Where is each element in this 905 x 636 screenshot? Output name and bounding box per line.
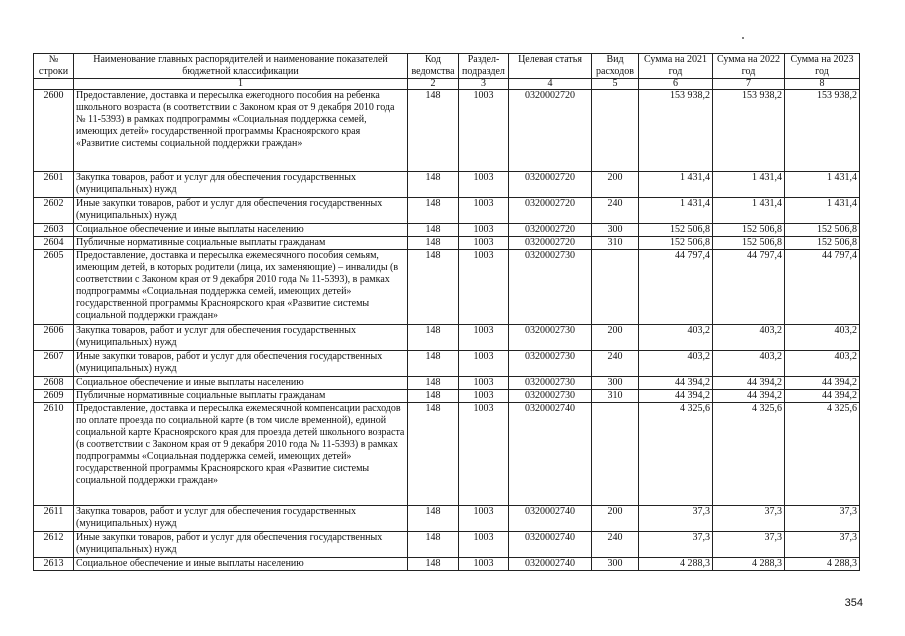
expense-type-cell: 240 [592,351,639,377]
expense-type-cell: 200 [592,506,639,532]
sum-2023-cell: 1 431,4 [785,172,860,198]
sum-2021-cell: 403,2 [639,325,713,351]
sum-2023-cell: 44 394,2 [785,390,860,403]
row-number-cell: 2611 [34,506,74,532]
ministry-code-cell: 148 [408,250,459,325]
section-cell: 1003 [459,90,509,172]
sum-2023-cell: 1 431,4 [785,198,860,224]
col-row-number: № строки [34,54,74,79]
sum-2022-cell: 4 288,3 [713,558,785,571]
ministry-code-cell: 148 [408,198,459,224]
column-number: 8 [785,79,860,90]
ministry-code-cell: 148 [408,325,459,351]
section-cell: 1003 [459,224,509,237]
sum-2022-cell: 153 938,2 [713,90,785,172]
ministry-code-cell: 148 [408,532,459,558]
table-row [34,172,860,198]
sum-2023-cell: 403,2 [785,351,860,377]
ministry-code-cell: 148 [408,390,459,403]
target-article-cell: 0320002720 [509,198,592,224]
row-number-cell: 2606 [34,325,74,351]
sum-2021-cell: 4 325,6 [639,403,713,506]
row-number-cell: 2601 [34,172,74,198]
row-name-cell: Иные закупки товаров, работ и услуг для обеспечения государственных (муниципальных) нужд [74,351,408,377]
row-name-cell: Иные закупки товаров, работ и услуг для обеспечения государственных (муниципальных) нужд [74,198,408,224]
column-number: 5 [592,79,639,90]
section-cell: 1003 [459,198,509,224]
ministry-code-cell: 148 [408,506,459,532]
sum-2023-cell: 153 938,2 [785,90,860,172]
row-name-cell: Публичные нормативные социальные выплаты гражданам [74,237,408,250]
sum-2022-cell: 1 431,4 [713,198,785,224]
target-article-cell: 0320002730 [509,351,592,377]
row-name-cell: Закупка товаров, работ и услуг для обеспечения государственных (муниципальных) нужд [74,506,408,532]
col-sum-2021: Сумма на 2021 год [639,54,713,79]
expense-type-cell [592,250,639,325]
target-article-cell: 0320002740 [509,532,592,558]
sum-2021-cell: 1 431,4 [639,172,713,198]
table-row [34,403,860,506]
target-article-cell: 0320002720 [509,224,592,237]
sum-2022-cell: 44 394,2 [713,377,785,390]
sum-2021-cell: 4 288,3 [639,558,713,571]
target-article-cell: 0320002730 [509,390,592,403]
col-name: Наименование главных распорядителей и наименование показателей бюджетной классификации [74,54,408,79]
sum-2022-cell: 1 431,4 [713,172,785,198]
row-number-cell: 2608 [34,377,74,390]
sum-2021-cell: 37,3 [639,506,713,532]
row-number-cell: 2605 [34,250,74,325]
row-name-cell: Закупка товаров, работ и услуг для обеспечения государственных (муниципальных) нужд [74,325,408,351]
table-row [34,532,860,558]
row-name-cell: Социальное обеспечение и иные выплаты населению [74,224,408,237]
row-name-cell: Предоставление, доставка и пересылка ежемесячной компенсации расходов по оплате проезда по социальной карте (в том числе временной), единой социальной карте Красноярского края для проезда детей школьного возраста (в соответствии с Законом края от 9 декабря 2010 года № 11-5393) в рамках подпрограммы «Социальная поддержка семей, имеющих детей» государственной программы Красноярского края «Развитие системы социальной поддержки граждан» [74,403,408,506]
table-row [34,224,860,237]
page-number: 354 [844,597,863,609]
scan-speck [742,37,744,39]
table-row [34,390,860,403]
table-row [34,506,860,532]
sum-2022-cell: 44 394,2 [713,390,785,403]
section-cell: 1003 [459,377,509,390]
expense-type-cell: 240 [592,532,639,558]
target-article-cell: 0320002740 [509,403,592,506]
expense-type-cell: 300 [592,377,639,390]
row-number-cell: 2613 [34,558,74,571]
row-number-cell: 2607 [34,351,74,377]
col-target-article: Целевая статья [509,54,592,79]
col-sum-2023: Сумма на 2023 год [785,54,860,79]
ministry-code-cell: 148 [408,90,459,172]
col-sum-2022: Сумма на 2022 год [713,54,785,79]
row-number-cell: 2600 [34,90,74,172]
sum-2021-cell: 152 506,8 [639,224,713,237]
row-number-cell: 2609 [34,390,74,403]
table-row [34,558,860,571]
header-row [34,54,860,79]
table-body [34,90,860,571]
table-row [34,325,860,351]
ministry-code-cell: 148 [408,172,459,198]
row-name-cell: Иные закупки товаров, работ и услуг для обеспечения государственных (муниципальных) нужд [74,532,408,558]
row-name-cell: Предоставление, доставка и пересылка ежемесячного пособия семьям, имеющим детей, в которых родители (лица, их заменяющие) – инвалиды (в соответствии с Законом края от 9 декабря 2010 года № 11-5393), в рамках подпрограммы «Социальная поддержка семей, имеющих детей» государственной программы Красноярского края «Развитие системы социальной поддержки граждан» [74,250,408,325]
section-cell: 1003 [459,532,509,558]
column-number: 6 [639,79,713,90]
sum-2022-cell: 403,2 [713,325,785,351]
sum-2021-cell: 153 938,2 [639,90,713,172]
sum-2023-cell: 44 797,4 [785,250,860,325]
sum-2022-cell: 4 325,6 [713,403,785,506]
sum-2022-cell: 152 506,8 [713,224,785,237]
ministry-code-cell: 148 [408,237,459,250]
sum-2022-cell: 152 506,8 [713,237,785,250]
col-expense-type: Вид расходов [592,54,639,79]
table-row [34,250,860,325]
target-article-cell: 0320002720 [509,172,592,198]
sum-2021-cell: 152 506,8 [639,237,713,250]
expense-type-cell: 200 [592,325,639,351]
row-name-cell: Социальное обеспечение и иные выплаты населению [74,558,408,571]
sum-2021-cell: 37,3 [639,532,713,558]
expense-type-cell: 310 [592,237,639,250]
expense-type-cell: 300 [592,558,639,571]
section-cell: 1003 [459,172,509,198]
target-article-cell: 0320002730 [509,325,592,351]
target-article-cell: 0320002720 [509,237,592,250]
row-number-cell: 2612 [34,532,74,558]
expense-type-cell: 310 [592,390,639,403]
table-row [34,377,860,390]
sum-2023-cell: 403,2 [785,325,860,351]
sum-2021-cell: 1 431,4 [639,198,713,224]
row-number-cell: 2610 [34,403,74,506]
sum-2023-cell: 4 288,3 [785,558,860,571]
sum-2021-cell: 44 394,2 [639,390,713,403]
sum-2022-cell: 44 797,4 [713,250,785,325]
section-cell: 1003 [459,506,509,532]
section-cell: 1003 [459,351,509,377]
col-ministry-code: Код ведомства [408,54,459,79]
expense-type-cell [592,403,639,506]
sum-2021-cell: 44 797,4 [639,250,713,325]
column-number: 4 [509,79,592,90]
section-cell: 1003 [459,390,509,403]
section-cell: 1003 [459,237,509,250]
col-section: Раздел-подраздел [459,54,509,79]
column-number-row [34,79,860,90]
table-row [34,198,860,224]
sum-2023-cell: 4 325,6 [785,403,860,506]
section-cell: 1003 [459,403,509,506]
row-number-cell: 2604 [34,237,74,250]
column-number: 2 [408,79,459,90]
row-number-cell: 2602 [34,198,74,224]
ministry-code-cell: 148 [408,377,459,390]
sum-2023-cell: 44 394,2 [785,377,860,390]
sum-2022-cell: 403,2 [713,351,785,377]
row-name-cell: Публичные нормативные социальные выплаты гражданам [74,390,408,403]
column-number: 3 [459,79,509,90]
target-article-cell: 0320002740 [509,558,592,571]
expense-type-cell: 240 [592,198,639,224]
sum-2023-cell: 152 506,8 [785,237,860,250]
expense-type-cell [592,90,639,172]
target-article-cell: 0320002720 [509,90,592,172]
ministry-code-cell: 148 [408,558,459,571]
sum-2022-cell: 37,3 [713,532,785,558]
sum-2023-cell: 37,3 [785,532,860,558]
budget-table [33,53,860,571]
section-cell: 1003 [459,325,509,351]
ministry-code-cell: 148 [408,224,459,237]
sum-2021-cell: 44 394,2 [639,377,713,390]
target-article-cell: 0320002730 [509,377,592,390]
expense-type-cell: 300 [592,224,639,237]
target-article-cell: 0320002740 [509,506,592,532]
section-cell: 1003 [459,250,509,325]
row-number-cell: 2603 [34,224,74,237]
sum-2022-cell: 37,3 [713,506,785,532]
sum-2023-cell: 152 506,8 [785,224,860,237]
table-row [34,90,860,172]
row-name-cell: Предоставление, доставка и пересылка ежегодного пособия на ребенка школьного возраста (в соответствии с Законом края от 9 декабря 2010 года № 11-5393) в рамках подпрограммы «Социальная поддержка семей, имеющих детей» государственной программы Красноярского края «Развитие системы социальной поддержки граждан» [74,90,408,172]
column-number [34,79,74,90]
row-name-cell: Социальное обеспечение и иные выплаты населению [74,377,408,390]
section-cell: 1003 [459,558,509,571]
sum-2023-cell: 37,3 [785,506,860,532]
expense-type-cell: 200 [592,172,639,198]
target-article-cell: 0320002730 [509,250,592,325]
column-number: 1 [74,79,408,90]
row-name-cell: Закупка товаров, работ и услуг для обеспечения государственных (муниципальных) нужд [74,172,408,198]
table-row [34,351,860,377]
table-row [34,237,860,250]
column-number: 7 [713,79,785,90]
ministry-code-cell: 148 [408,351,459,377]
sum-2021-cell: 403,2 [639,351,713,377]
ministry-code-cell: 148 [408,403,459,506]
